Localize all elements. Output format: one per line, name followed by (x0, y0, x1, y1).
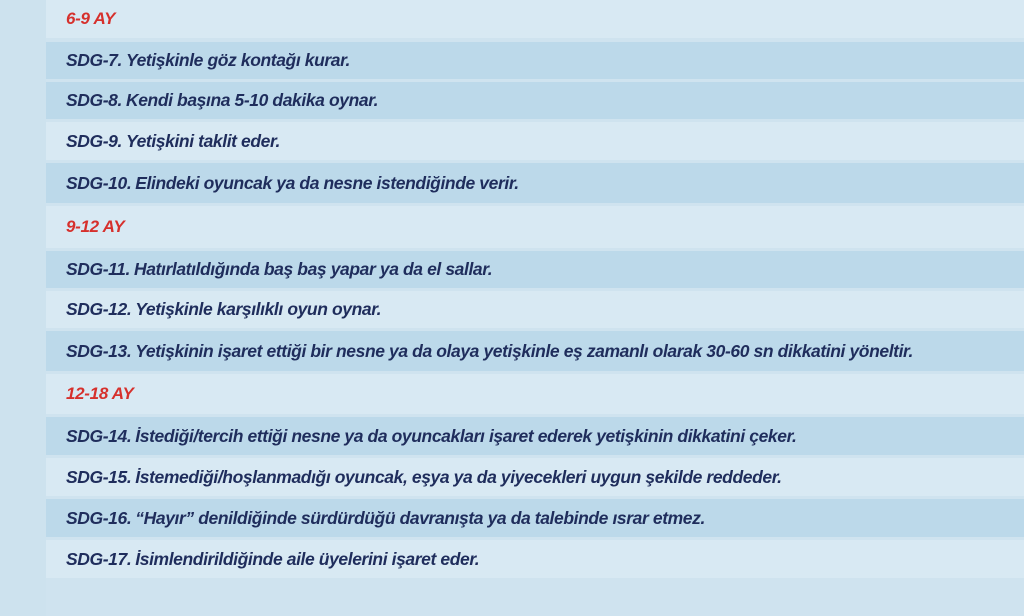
section-heading-text: 9-12 AY (66, 217, 125, 236)
list-item-sdg-8 (46, 82, 1024, 119)
section-heading-9-12 (46, 206, 1024, 248)
section-heading-text: 12-18 AY (66, 384, 134, 403)
item-text: Kendi başına 5-10 dakika oynar. (125, 90, 379, 110)
list-item-sdg-10 (46, 163, 1024, 203)
left-margin (0, 0, 46, 616)
item-code: SDG-17. (66, 548, 132, 569)
list-item-sdg-17 (46, 540, 1024, 578)
item-code: SDG-9. (66, 130, 122, 151)
item-text: İsimlendirildiğinde aile üyelerini işaret eder. (135, 548, 480, 569)
section-heading-text: 6-9 AY (66, 9, 116, 28)
item-text: Hatırlatıldığında baş baş yapar ya da el sallar. (133, 259, 493, 279)
list-item-sdg-15 (46, 458, 1024, 496)
item-code: SDG-7. (66, 50, 122, 70)
item-text: İstemediği/hoşlanmadığı oyuncak, eşya ya da yiyecekleri uygun şekilde reddeder. (135, 466, 782, 487)
list-item-sdg-9 (46, 122, 1024, 160)
item-text: Yetişkinle göz kontağı kurar. (125, 50, 351, 70)
item-code: SDG-11. (66, 259, 130, 279)
item-text: Yetişkinin işaret ettiği bir nesne ya da olaya yetişkinle eş zamanlı olarak 30-60 sn dikkatini yöneltir. (135, 340, 913, 361)
item-text: Yetişkinle karşılıklı oyun oynar. (135, 299, 382, 319)
item-text: “Hayır” denildiğinde sürdürdüğü davranışta ya da talebinde ısrar etmez. (135, 507, 705, 528)
item-code: SDG-12. (66, 299, 132, 319)
list-item-sdg-16 (46, 499, 1024, 537)
list-item-sdg-13 (46, 331, 1024, 371)
item-code: SDG-10. (66, 172, 132, 193)
item-text: İstediği/tercih ettiği nesne ya da oyuncakları işaret ederek yetişkinin dikkatini çeker. (135, 425, 797, 446)
item-code: SDG-15. (66, 466, 132, 487)
section-heading-12-18 (46, 374, 1024, 414)
list-item-sdg-11 (46, 251, 1024, 288)
list-item-sdg-12 (46, 291, 1024, 328)
item-text: Yetişkini taklit eder. (125, 130, 280, 151)
list-item-sdg-7 (46, 42, 1024, 79)
item-code: SDG-16. (66, 507, 132, 528)
list-item-sdg-14 (46, 417, 1024, 455)
section-heading-6-9 (46, 0, 1024, 38)
item-code: SDG-13. (66, 340, 132, 361)
item-text: Elindeki oyuncak ya da nesne istendiğinde verir. (135, 172, 519, 193)
item-code: SDG-14. (66, 425, 132, 446)
item-code: SDG-8. (66, 90, 122, 110)
